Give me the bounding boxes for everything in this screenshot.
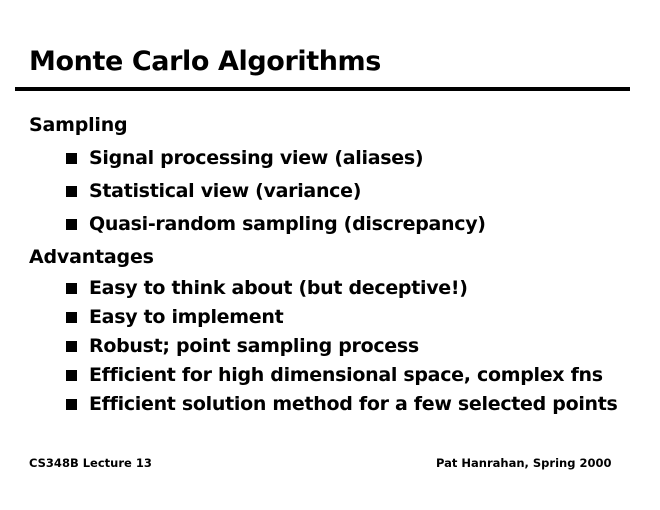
list-item-text: Quasi-random sampling (discrepancy) [89,213,486,235]
square-bullet-icon [66,283,77,294]
square-bullet-icon [66,312,77,323]
footer-author-label: Pat Hanrahan, Spring 2000 [436,456,612,470]
square-bullet-icon [66,370,77,381]
list-item-text: Easy to implement [89,306,284,328]
list-item-text: Statistical view (variance) [89,180,362,202]
list-item-text: Efficient solution method for a few selected points [89,393,618,415]
list-item-text: Efficient for high dimensional space, complex fns [89,364,603,386]
list-item-text: Signal processing view (aliases) [89,147,424,169]
section-heading-advantages: Advantages [29,246,154,268]
footer-course-label: CS348B Lecture 13 [29,456,152,470]
list-item-text: Robust; point sampling process [89,335,419,357]
square-bullet-icon [66,341,77,352]
square-bullet-icon [66,219,77,230]
square-bullet-icon [66,186,77,197]
square-bullet-icon [66,153,77,164]
list-item-text: Easy to think about (but deceptive!) [89,277,468,299]
square-bullet-icon [66,399,77,410]
section-heading-sampling: Sampling [29,114,128,136]
slide-title: Monte Carlo Algorithms [29,46,381,77]
